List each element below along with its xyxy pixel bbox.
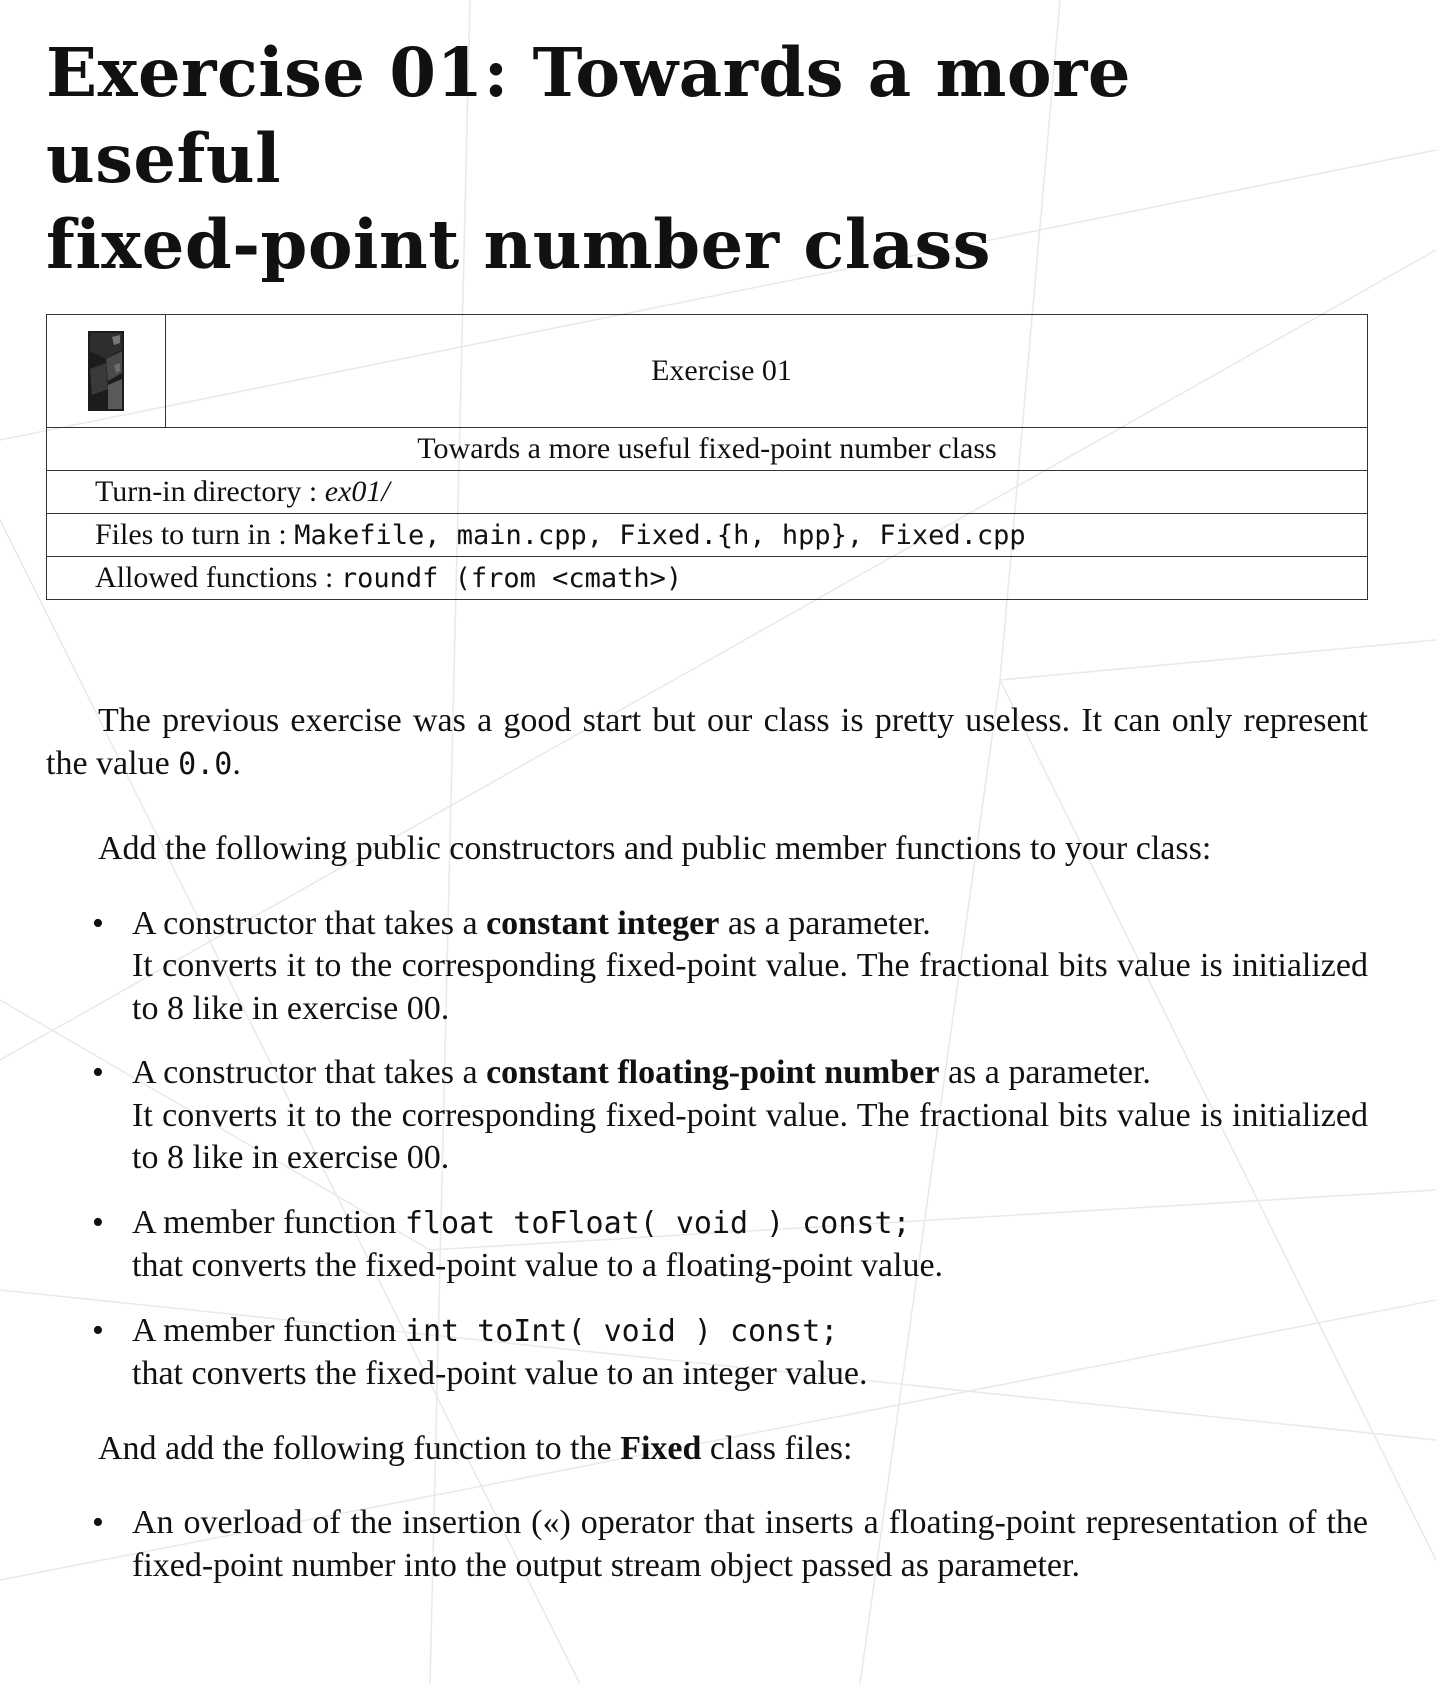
allowed-value: roundf (from <cmath>) bbox=[340, 563, 683, 594]
page-title-line2: fixed-point number class bbox=[46, 205, 991, 284]
member-list bbox=[46, 903, 1368, 1396]
add-members-paragraph: Add the following public constructors and public member functions to your class: bbox=[98, 830, 1212, 867]
member-prefix: A constructor that takes a bbox=[132, 1054, 487, 1091]
add-function-suffix: class files: bbox=[701, 1429, 853, 1467]
member-code: float toFloat( void ) const; bbox=[404, 1205, 911, 1241]
list-item bbox=[46, 1052, 1368, 1180]
list-item bbox=[46, 1202, 1368, 1288]
turn-in-directory-row bbox=[47, 471, 1368, 514]
files-label: Files to turn in : bbox=[95, 518, 295, 551]
files-value: Makefile, main.cpp, Fixed.{h, hpp}, Fixed.cpp bbox=[294, 520, 1026, 551]
page-title bbox=[46, 30, 1376, 288]
exercise-info-table bbox=[46, 314, 1368, 600]
intro-value-code: 0.0 bbox=[178, 746, 233, 782]
member-prefix: A constructor that takes a bbox=[132, 904, 487, 942]
exercise-label: Exercise 01 bbox=[166, 315, 1368, 428]
add-function-bold: Fixed bbox=[620, 1429, 702, 1467]
files-to-turn-in-row bbox=[47, 514, 1368, 557]
member-detail: that converts the fixed-point value to a floating-point value. bbox=[132, 1247, 944, 1284]
exercise-subtitle: Towards a more useful fixed-point number class bbox=[47, 428, 1368, 471]
allowed-functions-row bbox=[47, 557, 1368, 600]
member-detail: It converts it to the corresponding fixed-point value. The fractional bits value is initialized to 8 like in exercise 00. bbox=[132, 1096, 1368, 1176]
list-item bbox=[46, 1310, 1368, 1396]
intro-text: The previous exercise was a good start but our class is pretty useless. It can only represent the value bbox=[46, 702, 1368, 782]
list-item: • An overload of the insertion («) operator that inserts a floating-point representation of the fixed-point number into the output stream object passed as parameter. bbox=[46, 1502, 1368, 1587]
turn-in-value: ex01/ bbox=[324, 475, 390, 508]
member-code: int toInt( void ) const; bbox=[404, 1313, 839, 1349]
allowed-label: Allowed functions : bbox=[95, 561, 341, 594]
member-prefix: A member function bbox=[132, 1311, 405, 1349]
member-suffix: as a parameter. bbox=[939, 1054, 1151, 1091]
exercise-body bbox=[46, 700, 1368, 1587]
intro-end: . bbox=[232, 744, 241, 782]
member-prefix: A member function bbox=[132, 1203, 405, 1241]
function-list bbox=[46, 1502, 1368, 1587]
member-detail: It converts it to the corresponding fixed-point value. The fractional bits value is initialized to 8 like in exercise 00. bbox=[132, 947, 1368, 1027]
member-bold: constant integer bbox=[486, 904, 720, 942]
page-title-line1: Exercise 01: Towards a more useful bbox=[46, 33, 1132, 198]
logo-cell bbox=[47, 315, 166, 428]
list-item bbox=[46, 903, 1368, 1031]
intro-paragraph bbox=[46, 700, 1368, 786]
add-function-prefix: And add the following function to the bbox=[98, 1429, 621, 1467]
turn-in-label: Turn-in directory : bbox=[95, 475, 325, 508]
member-suffix: as a parameter. bbox=[719, 904, 931, 942]
member-detail: that converts the fixed-point value to an integer value. bbox=[132, 1355, 868, 1392]
member-bold: constant floating-point number bbox=[486, 1054, 940, 1091]
logo-icon bbox=[86, 329, 126, 413]
add-function-paragraph bbox=[46, 1428, 1368, 1471]
